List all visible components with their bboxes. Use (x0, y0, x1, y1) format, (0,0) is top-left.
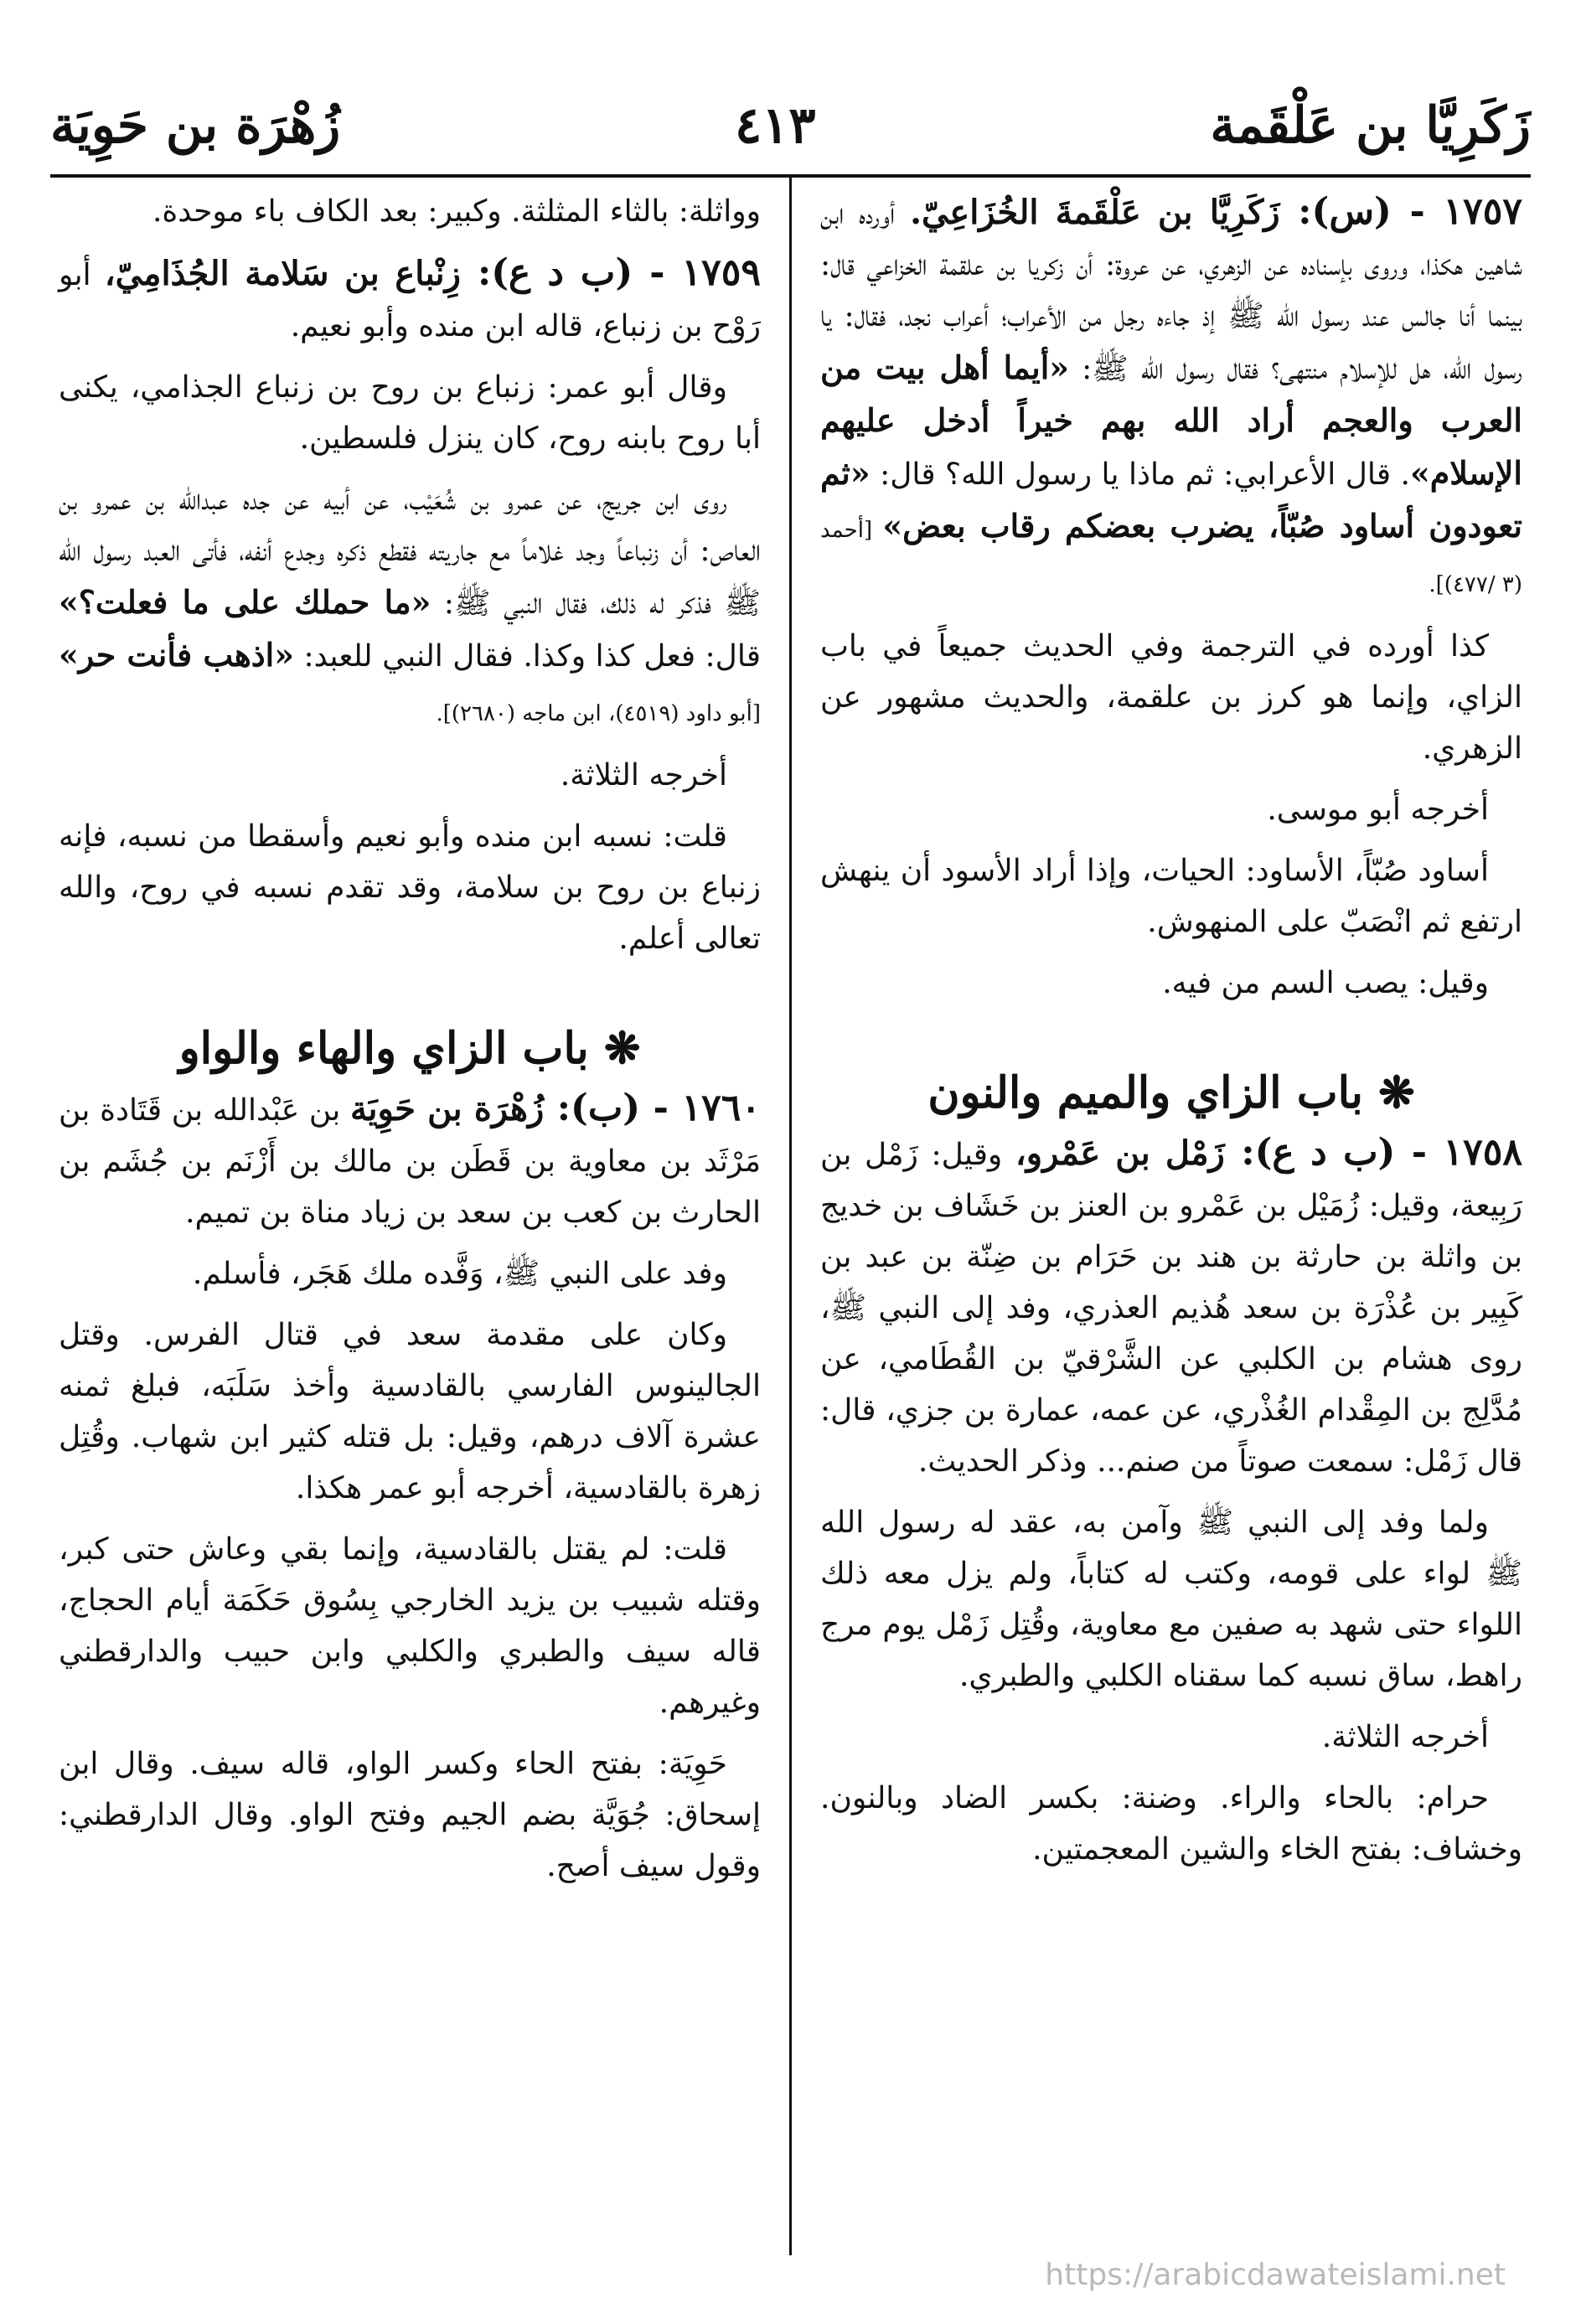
hadith-quote: «اذهب فأنت حر» (59, 636, 294, 674)
entry-1760 (59, 1082, 761, 1238)
right-column (820, 186, 1522, 1885)
paragraph: حَوِيَة: بفتح الحاء وكسر الواو، قاله سيف. وقال ابن إسحاق: جُوَيَّة بضم الجيم وفتح الواو. وقال الدارقطني: وقول سيف أصح. (59, 1747, 761, 1883)
paragraph (59, 474, 761, 740)
page-header (50, 80, 1531, 172)
hadith-quote: «ما حملك على ما فعلت؟» (59, 583, 431, 621)
entry-text: . قال الأعرابي: ثم ماذا يا رسول الله؟ قال: (870, 457, 1410, 492)
paragraph: كذا أورده في الترجمة وفي الحديث جميعاً في باب الزاي، وإنما هو كرز بن علقمة، والحديث مشهور عن الزهري. (820, 629, 1522, 766)
entry-text: أورده ابن شاهين هكذا، وروى بإسناده عن الزهري، عن عروة: أن زكريا بن علقمة الخزاعي قال: بينما أنا جالس عند رسول الله ﷺ إذ جاءه رجل من الأعراب؛ أعراب نجد، فقال: يا رسول الله، هل للإسلام منتهى؟ فقال رسول الله ﷺ: (820, 197, 1523, 386)
entry-1759 (59, 247, 761, 352)
entry-text: قال: فعل كذا وكذا. فقال النبي للعبد: (293, 639, 761, 674)
paragraph: وقيل: يصب السم من فيه. (1162, 966, 1489, 1000)
entry-text: بن عَبْدالله بن قَتَادة بن مَرْثَد بن معاوية بن قَطَن بن مالك بن أَزْنَم بن جُشَم بن الحارث بن كعب بن سعد بن زياد مناة بن تميم. (59, 1093, 761, 1230)
column-divider (789, 178, 792, 2255)
section-title: ❋ باب الزاي والهاء والواو (178, 1023, 641, 1074)
paragraph: قلت: نسبه ابن منده وأبو نعيم وأسقطا من نسبه، فإنه زنباع بن روح بن سلامة، وقد تقدم نسبه في روح، والله تعالى أعلم. (59, 819, 761, 956)
watermark: https://arabicdawateislami.net (1045, 2258, 1506, 2292)
entry-1758 (820, 1127, 1522, 1487)
reference: [أحمد (٣ /٤٧٧)]. (820, 518, 1522, 597)
paragraph: أساود صُبّاً، الأساود: الحيات، وإذا أراد الأسود أن ينهش ارتفع ثم انْصَبّ على المنهوش. (820, 854, 1522, 939)
entry-text: روى ابن جريج، عن عمرو بن شُعَيْب، عن أبيه عن جده عبدالله بن عمرو بن العاص: أن زنباعاً وجد غلاماً مع جاريته فقطع ذكره وجدع أنفه، فأتى العبد رسول الله ﷺ فذكر له ذلك، فقال النبي ﷺ: (59, 483, 761, 621)
reference: [أبو داود (٤٥١٩)، ابن ماجه (٢٦٨٠)]. (436, 701, 761, 726)
paragraph: وكان على مقدمة سعد في قتال الفرس. وقتل الجالينوس الفارسي بالقادسية وأخذ سَلَبَه، فبلغ ثمنه عشرة آلاف درهم، وقيل: بل قتله كثير ابن شهاب. وقُتِل زهرة بالقادسية، أخرجه أبو عمر هكذا. (59, 1318, 761, 1505)
entry-number: ١٧٥٧ - (س): (1279, 190, 1522, 233)
entry-name: زِنْباع بن سَلامة الجُذَامِيّ، (104, 254, 461, 293)
hadith-quote: «أيما أهل بيت من العرب والعجم أراد الله بهم خيراً أدخل عليهم الإسلام» (820, 349, 1522, 492)
entry-name: زَكَرِيَّا بن عَلْقَمةَ الخُزَاعِيّ. (910, 193, 1280, 232)
page-number: ٤١٣ (734, 96, 816, 155)
entry-number: ١٧٦٠ - (ب): (544, 1087, 761, 1129)
paragraph: أخرجه أبو موسى. (1267, 793, 1489, 827)
paragraph: وواثلة: بالثاء المثلثة. وكبير: بعد الكاف باء موحدة. (152, 194, 761, 229)
entry-number: ١٧٥٩ - (ب د ع): (460, 251, 762, 294)
entry-number: ١٧٥٨ - (ب د ع): (1224, 1131, 1522, 1174)
paragraph: ولما وفد إلى النبي ﷺ وآمن به، عقد له رسول الله ﷺ لواء على قومه، وكتب له كتاباً، ولم يزل معه ذلك اللواء حتى شهد به صفين مع معاوية، وقُتِل زَمْل يوم مرج راهط، ساق نسبه كما سقناه الكلبي والطبري. (820, 1505, 1522, 1693)
entry-text: أبو رَوْح بن زنباع، قاله ابن منده وأبو نعيم. (59, 258, 761, 343)
section-title: ❋ باب الزاي والميم والنون (927, 1067, 1415, 1118)
hadith-quote: «ثم تعودون أساود صُبّاً، يضرب بعضكم رقاب بعض» (820, 454, 1523, 545)
entry-text: وقيل: زَمْل بن رَبِيعة، وقيل: زُمَيْل بن عَمْرو بن العنز بن خَشَاف بن خديج بن واثلة بن حارثة بن هند بن حَرَام بن ضِنّة بن عبد بن كَبِير بن عُذْرَة بن سعد هُذيم العذري، وفد إلى النبي ﷺ، روى هشام بن الكلبي عن الشَّرْقيّ بن القُطَامي، عن مُدَّلِج بن المِقْدام الغُذْري، عن عمه، عمارة بن جزي، قال: قال زَمْل: سمعت صوتاً من صنم... وذكر الحديث. (820, 1138, 1522, 1479)
header-left-title: زُهْرَة بن حَوِيَة (50, 96, 341, 155)
entry-name: زُهْرَة بن حَوِيَة (349, 1089, 545, 1128)
paragraph: أخرجه الثلاثة. (560, 758, 727, 793)
left-column (59, 186, 761, 1902)
paragraph: أخرجه الثلاثة. (1321, 1720, 1489, 1754)
entry-1757 (820, 186, 1522, 611)
paragraph: وفد على النبي ﷺ، وَفَّده ملك هَجَر، فأسلم. (192, 1257, 727, 1291)
header-right-title: زَكَرِيَّا بن عَلْقَمة (1210, 96, 1531, 155)
paragraph: قلت: لم يقتل بالقادسية، وإنما بقي وعاش حتى كبر، وقتله شبيب بن يزيد الخارجي بِسُوق حَكَمَة أيام الحجاج، قاله سيف والطبري والكلبي وابن حبيب والدارقطني وغيرهم. (59, 1532, 761, 1720)
paragraph: حرام: بالحاء والراء. وضنة: بكسر الضاد وبالنون. وخشاف: بفتح الخاء والشين المعجمتين. (820, 1781, 1522, 1867)
entry-name: زَمْل بن عَمْرو، (1015, 1134, 1225, 1173)
paragraph: وقال أبو عمر: زنباع بن روح بن زنباع الجذامي، يكنى أبا روح بابنه روح، كان ينزل فلسطين. (59, 370, 761, 456)
